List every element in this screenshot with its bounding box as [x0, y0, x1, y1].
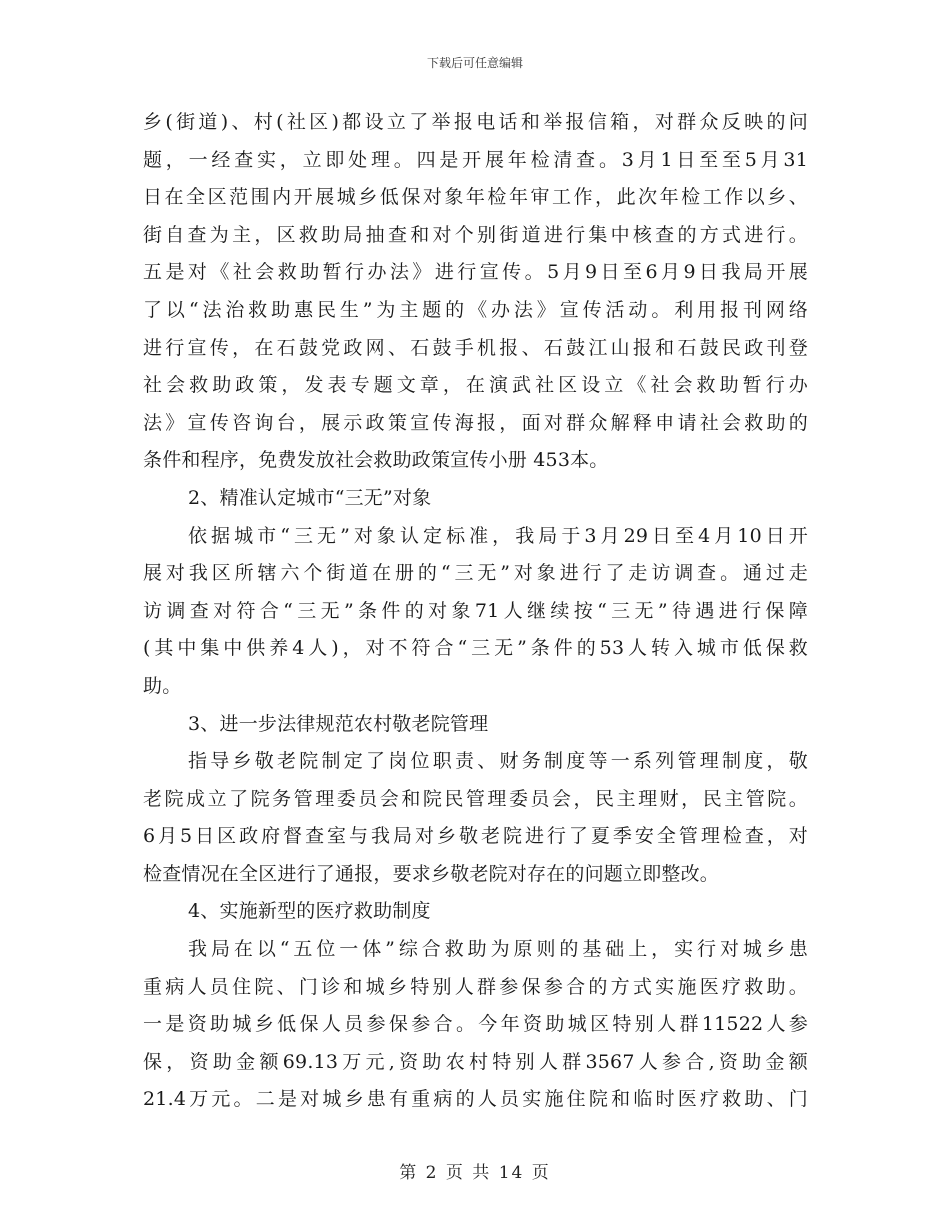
text-line: 日在全区范围内开展城乡低保对象年检年审工作，此次年检工作以乡、 — [143, 186, 808, 209]
document-body — [143, 104, 808, 1119]
text-line: 进行宣传，在石鼓党政网、石鼓手机报、石鼓江山报和石鼓民政刊登 — [143, 336, 808, 359]
text-line: 访调查对符合“三无”条件的对象71人继续按“三无”待遇进行保障 — [143, 599, 808, 622]
text-line: 题，一经查实，立即处理。四是开展年检清查。3月1日至至5月31 — [143, 148, 808, 171]
text-line: 6月5日区政府督查室与我局对乡敬老院进行了夏季安全管理检查，对 — [143, 825, 808, 848]
page-number: 第 2 页 共 14 页 — [399, 1163, 551, 1183]
text-line: 检查情况在全区进行了通报，要求乡敬老院对存在的问题立即整改。 — [143, 862, 720, 885]
section-heading: 4、实施新型的医疗救助制度 — [188, 900, 431, 923]
text-line: 助。 — [143, 674, 182, 697]
text-line: 了以“法治救助惠民生”为主题的《办法》宣传活动。利用报刊网络 — [143, 298, 808, 321]
text-line: (其中集中供养4人)，对不符合“三无”条件的53人转入城市低保救 — [143, 637, 808, 660]
text-line: 乡(街道)、村(社区)都设立了举报电话和举报信箱，对群众反映的问 — [143, 111, 808, 133]
section-heading: 3、进一步法律规范农村敬老院管理 — [188, 712, 489, 735]
text-line: 依据城市“三无”对象认定标准，我局于3月29日至4月10日开 — [188, 524, 808, 547]
text-line: 我局在以“五位一体”综合救助为原则的基础上，实行对城乡患 — [188, 938, 808, 961]
text-line: 五是对《社会救助暂行办法》进行宣传。5月9日至6月9日我局开展 — [143, 261, 808, 284]
text-line: 街自查为主，区救助局抽查和对个别街道进行集中核查的方式进行。 — [143, 223, 808, 246]
text-line: 社会救助政策，发表专题文章，在演武社区设立《社会救助暂行办 — [143, 374, 808, 397]
text-line: 条件和程序，免费发放社会救助政策宣传小册 453本。 — [143, 449, 609, 472]
text-line: 一是资助城乡低保人员参保参合。今年资助城区特别人群11522人参 — [143, 1013, 808, 1036]
page-header: 下载后可任意编辑 — [426, 56, 523, 70]
text-line: 老院成立了院务管理委员会和院民管理委员会，民主理财，民主管院。 — [143, 787, 808, 810]
text-line: 21.4万元。二是对城乡患有重病的人员实施住院和临时医疗救助、门 — [143, 1088, 808, 1111]
text-line: 展对我区所辖六个街道在册的“三无”对象进行了走访调查。通过走 — [143, 562, 808, 585]
text-line: 重病人员住院、门诊和城乡特别人群参保参合的方式实施医疗救助。 — [143, 975, 808, 998]
text-line: 法》宣传咨询台，展示政策宣传海报，面对群众解释申请社会救助的 — [143, 411, 808, 434]
section-heading: 2、精准认定城市“三无”对象 — [188, 486, 432, 509]
text-line: 保，资助金额69.13万元,资助农村特别人群3567人参合,资助金额 — [143, 1050, 808, 1073]
text-line: 指导乡敬老院制定了岗位职责、财务制度等一系列管理制度，敬 — [188, 750, 808, 773]
